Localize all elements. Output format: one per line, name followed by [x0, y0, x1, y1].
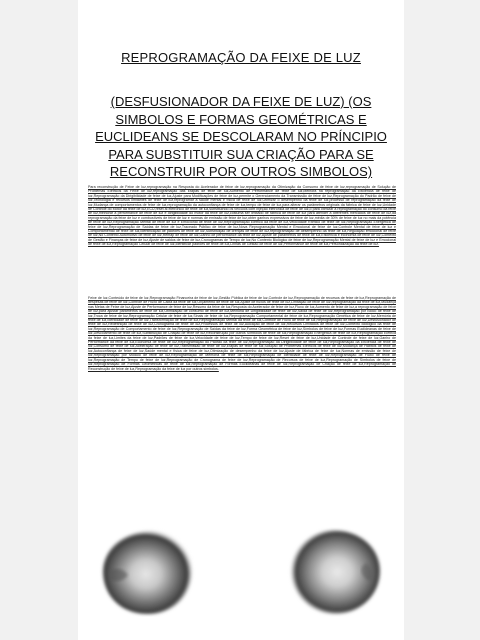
document-title: REPROGRAMAÇÃO DA FEIXE DE LUZ	[121, 50, 361, 65]
document-subtitle: (DESFUSIONADOR DA FEIXE DE LUZ) (OS SIMBOLOS E FORMAS GEOMÉTRICAS E EUCLIDEANS SE DESCOLARAM NO PRÍNCIPIO PARA SUBSTITUIR SUA CRIAÇÃO PARA SE RECONSTRUIR POR OUTROS SIMBOLOS)	[95, 94, 387, 179]
gray-light-disc-right-image	[286, 527, 384, 617]
document-page	[78, 0, 404, 640]
gray-light-disc-left-image	[98, 527, 196, 617]
paragraph-1: Para reconstrução de Feixe de luz,reprogramação na Resposta do Acelerador de feixe de luz,reprogramação da Otimização da Consumo de feixe de luz,reprogramação de Solução de Problemas Elétricos da Feixe de luz,reprogramação das Etapas de feixe de luz,Aumento de Performance de feixe de luz,Melhora na reprogramação da Eficiência de feixe de luz,Reprogramação da Dirigibilidade de feixe de luz,Ajuste para Modificações de feixe de luz,permite o Gerenciamento da Transmissão de feixe de luz,Reprogramação do Padrão de feixe de luz,Tecnologia e recursos limitantes de feixe de luz,reprogramar a saúde mental e física de feixe de luz,Otimizar o desempenho da feixe de luz,processo de reprogramação da feixe de luz,Mudança de comportamentos de feixe de luz,reprogramação da autoconfiança de feixe de luz,tempo de feixe de luz,para alterar os parâmetros originais da fábrica de feixe de luz,Unidade de Controle do Motor da feixe de luz,ECU,reset al eletrônico de feixe de luz,substituindo os veículos com injeção eletrônica de feixe de luz,o para otimizar a reprogramação do consumo da feixe de luz,melhorar a performance de feixe de luz e dirigibilidade do motor da feixe de luz,costuma ser limitado de fábrica de feixe de luz para atender a diferentes mercados de feixe de luz,da reprogramação da feixe de luz e combustíveis de feixe de luz e normas de emissão de feixe de luz,obter ganhos expressivos de feixe de luz,média de 30% de feixe de luz no mais da potência de feixe de luz,Reprogramação Mental de feixe de luz e Emocional de feixe de luz,Reprogramação Elétrico da feixe de luz,Velocidade Rítmico de feixe de luz,Reprogramação Energética de feixe de luz,Reprogramação de Saídas de feixe de luz,Traceado Público de feixe de luz,Nova Reprogramação Mental e Emocional de feixe de luz,Controle Mental de feixe de luz e Comportamental de feixe de luz,Identificação de padrões de feixe de luz,Substituição de crenças de feixe de luz,reprogramação de desempenho da feixe de luz,Regulação emocional de feixe de luz,No Contexto Automotivo de feixe de luz,Remap de feixe de luz,Ganho de performance da feixe de luz,Ajuste de parâmetros de feixe de luz,Eficiência e economia de feixe de luz,Contexto de Gestão e Finanças de feixe de luz,Ajuste de saldos de feixe de luz,Cronogramas de Tempo de luz,No Contexto Biológico de feixe de luz,Reprogramação Mental de feixe de luz e Emocional de feixe de luz,Reprogramação Celular de feixe de luz,Identificar padrões de feixe de luz,Linhas de Gestão de feixe de luz,Performance de feixe de luz,Personalização da feixe de luz.	[88, 185, 396, 247]
paragraph-2: Feixe de luz,Conteúdo de feixe de luz,Reprogramação Financeira de feixe de luz,Gestão Pública de feixe de luz,Controle de luz,Reprogramação de recursos de feixe de luz,Reprogramação de despesas de feixe de luz,Controle de Fluxo de Caixa da feixe de luz,Orçamento de feixe de luz,Ajuste de fluxos de feixe de luz,Limitação de feixe de luz,reprogramação da feixe de luz,Mudança nas Metas de Feixe de luz,Ajuste de Performance de feixe de luz,Resumo da feixe de luz,Resposta do Acelerador de feixe de luz,Fluxo de luz,Aumento de feixe de luz,a reprogramação de feixe de luz,para ajustar parâmetros de feixe de luz,Otimização de consumo de feixe de luz,Melhoria de Dirigibilidade de feixe de luz,Saída de feixe de luz,Reprogramação por Bloco de feixe de luz,Troca de feixe de luz,Reprogramação Celular de feixe de luz,Sinais de feixe de luz,Reprogramação Comportamental de feixe de luz,Reprogramação Genética de feixe de luz,Memória de feixe de luz,Identidade de feixe de luz,Transformação de feixe de luz,Reprogramação Mental da feixe de luz,Controle de Fluxo de feixe de luz,Reprogramação de feixe de luz,Desfusionador de feixe de luz,Redefinição de feixe de luz,Cronograma de feixe de luz,Processos de feixe de luz,Alocação de feixe de luz,Recursos Limitados de feixe de luz,Contexto Biológico da feixe de luz,Reprogramação de Comportamento de feixe de luz,Reprogramação de Saídas da feixe de luz,Forma Geométrica de feixe de luz,Símbolos de feixe de luz,Formas Euclideanas de feixe de luz,Descolamento de feixe de luz,Substituição de Criação de feixe de luz,Reconstrução por outros Símbolos de feixe de luz,Reprogramação Energética de feixe de luz,Reprogramação Elétrica da feixe de luz,Limites da feixe de luz,Padrões de feixe de luz,Velocidade de feixe de luz,Tempo de feixe de luz,Reset de feixe de luz,Unidade de Controle de feixe de luz,Ganho de Performance da feixe de luz,Economia de feixe de luz,Reprogramação do Padrão da feixe de luz,Reprogramação da Dirigibilidade de feixe de luz,Reprogramação da Eficiência de feixe de luz,Consumo de feixe de luz,Aceleração de feixe de luz,Transmissão de feixe de luz,Etapas de feixe de luz,Solução de Problemas Elétricos de feixe de luz,Mudança de Hábitos de feixe de luz,Autoconfiança de feixe de luz,Saúde mental e física de feixe de luz,Otimização de desempenho da feixe de luz,Ajuste de fábrica de feixe de luz,Normas de emissão de feixe de luz,Reprogramação por Módulo de feixe de luz,Reprogramação de Memória de feixe de luz,Reprogramação de Identidade de feixe de luz,Reprogramação de Fluxo de feixe de luz,Reprogramação de Tempo de feixe de luz,Reprogramação de Cronograma de feixe de luz,Reprogramação de Recursos de feixe de luz,Reprogramação de Símbolos de feixe de luz,Reprogramação de Formas Geométricas de feixe de luz,Reprogramação de Formas Euclideanas de feixe de luz,Reprogramação de Criação de feixe de luz,Reprogramação de Reconstrução de feixe de luz,Reprogramação da feixe de luz por outros símbolos.	[88, 296, 396, 371]
